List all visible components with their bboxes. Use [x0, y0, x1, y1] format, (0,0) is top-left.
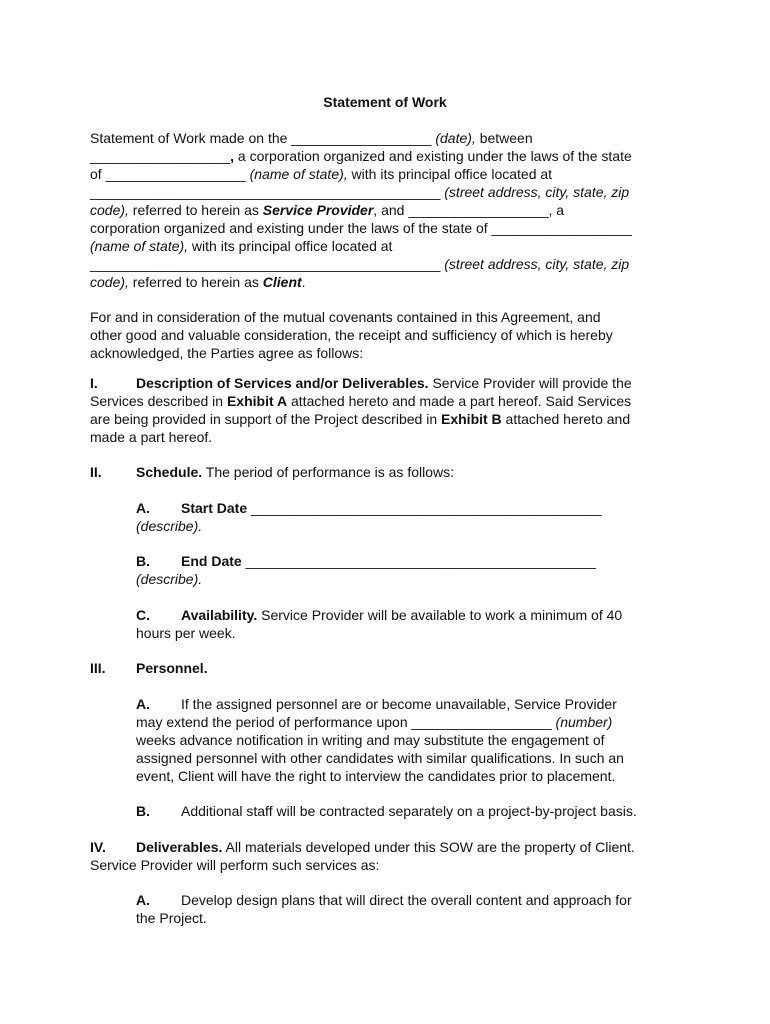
personnel-a-line-1: If the assigned personnel are or become unavailable, Service Provider — [181, 696, 617, 712]
client-term: Client — [262, 274, 302, 290]
section-3-number: III. — [90, 660, 106, 676]
section-1-line-2: Services described in Exhibit A attached hereto and made a part hereof. Said Services — [90, 393, 632, 409]
section-3-heading: Personnel. — [136, 660, 208, 676]
intro-line-3: of __________________ (name of state), with its principal office located at — [90, 166, 553, 182]
start-date-label: Start Date — [181, 500, 248, 516]
deliverables-a-line-2: the Project. — [136, 910, 207, 926]
document-title: Statement of Work — [323, 94, 447, 110]
section-1-heading: Description of Services and/or Deliverables. — [136, 375, 429, 391]
intro-line-6: corporation organized and existing under the laws of the state of __________________ — [90, 220, 632, 236]
intro-line-2: __________________, a corporation organized and existing under the laws of the state — [90, 148, 632, 164]
section-2-heading: Schedule. — [136, 464, 203, 480]
personnel-a-line-3: weeks advance notification in writing and may substitute the engagement of — [136, 732, 605, 748]
section-3b-number: B. — [136, 803, 150, 819]
section-4-line-1: Deliverables. All materials developed under this SOW are the property of Client. — [136, 839, 635, 855]
service-provider-term: Service Provider — [262, 202, 374, 218]
section-2b-number: B. — [136, 553, 150, 569]
section-4-heading: Deliverables. — [136, 839, 223, 855]
section-4-line-2: Service Provider will perform such services as: — [90, 857, 380, 873]
section-1-line-1: Description of Services and/or Deliverables. Service Provider will provide the — [136, 375, 632, 391]
section-1-line-4: made a part hereof. — [90, 429, 213, 445]
section-4a-number: A. — [136, 892, 150, 908]
end-date-describe: (describe). — [136, 571, 203, 587]
deliverables-a-line-1: Develop design plans that will direct the overall content and approach for — [181, 892, 632, 908]
intro-line-8: _____________________________________________ (street address, city, state, zip — [90, 256, 630, 272]
intro-line-9: code), referred to herein as Client. — [90, 274, 306, 290]
section-3a-number: A. — [136, 696, 150, 712]
section-2c-number: C. — [136, 607, 150, 623]
section-2a-number: A. — [136, 500, 150, 516]
intro-line-5: code), referred to herein as Service Provider, and __________________, a — [90, 202, 565, 218]
personnel-a-line-4: assigned personnel with other candidates with similar qualifications. In such an — [136, 750, 624, 766]
availability-label: Availability. — [181, 607, 258, 623]
consideration-line-3: acknowledged, the Parties agree as follows: — [90, 345, 364, 361]
end-date-line: End Date _____________________________________________ — [181, 553, 596, 569]
consideration-line-2: other good and valuable consideration, the receipt and sufficiency of which is hereby — [90, 327, 613, 343]
personnel-a-line-5: event, Client will have the right to interview the candidates prior to placement. — [136, 768, 616, 784]
section-4-number: IV. — [90, 839, 106, 855]
personnel-b-line-1: Additional staff will be contracted separately on a project-by-project basis. — [181, 803, 637, 819]
intro-line-4: _____________________________________________ (street address, city, state, zip — [90, 184, 630, 200]
start-date-describe: (describe). — [136, 518, 203, 534]
availability-line-2: hours per week. — [136, 625, 236, 641]
section-2-number: II. — [90, 464, 102, 480]
intro-line-7: (name of state), with its principal office located at — [90, 238, 393, 254]
start-date-line: Start Date _____________________________________________ — [181, 500, 602, 516]
personnel-a-line-2: may extend the period of performance upon __________________ (number) — [136, 714, 613, 730]
consideration-line-1: For and in consideration of the mutual covenants contained in this Agreement, and — [90, 309, 601, 325]
availability-line-1: Availability. Service Provider will be available to work a minimum of 40 — [181, 607, 623, 623]
intro-line-1: Statement of Work made on the __________________ (date), between — [90, 130, 533, 146]
section-1-line-3: are being provided in support of the Project described in Exhibit B attached hereto and — [90, 411, 631, 427]
section-2-line-1: Schedule. The period of performance is as follows: — [136, 464, 455, 480]
section-1-number: I. — [90, 375, 98, 391]
end-date-label: End Date — [181, 553, 242, 569]
